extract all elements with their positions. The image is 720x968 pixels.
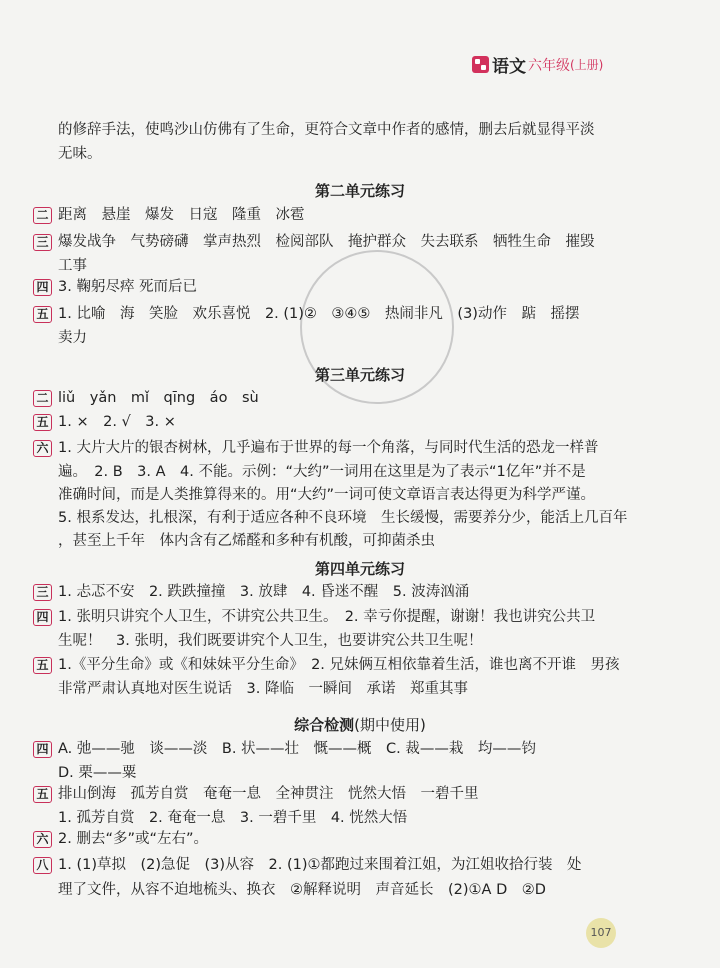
midterm-badge-8: 八	[33, 857, 52, 874]
unit4-title: 第四单元练习	[314, 560, 405, 578]
unit3-badge-5: 五	[33, 414, 52, 431]
unit4-answer-5-line-2: 非常严肃认真地对医生说话 3. 降临 一瞬间 承诺 郑重其事	[58, 681, 468, 697]
unit2-answer-3-line-2: 工事	[58, 258, 87, 274]
unit2-badge-4: 四	[33, 279, 52, 296]
midterm-answer-5-line-1: 排山倒海 孤芳自赏 奄奄一息 全神贯注 恍然大悟 一碧千里	[58, 786, 479, 802]
midterm-answer-4-line-1: A. 弛——驰 谈——淡 B. 状——壮 慨——概 C. 裁——栽 均——钧	[58, 741, 536, 757]
unit3-badge-2: 二	[33, 390, 52, 407]
unit4-answer-4-line-2: 生呢！ 3. 张明，我们既要讲究个人卫生，也要讲究公共卫生呢！	[58, 633, 483, 649]
unit3-answer-6-line-3: 准确时间，而是人类推算得来的。用“大约”一词可使文章语言表达得更为科学严谨。	[58, 487, 596, 503]
midterm-badge-6: 六	[33, 831, 52, 848]
unit3-answer-6-line-5: ，甚至上千年 体内含有乙烯醛和多种有机酸，可抑菌杀虫	[58, 533, 435, 549]
unit2-answer-2: 距离 悬崖 爆发 日寇 隆重 冰雹	[58, 207, 305, 223]
unit4-badge-3: 三	[33, 584, 52, 601]
unit4-badge-5: 五	[33, 657, 52, 674]
unit4-badge-4: 四	[33, 609, 52, 626]
midterm-answer-4-line-2: D. 栗——粟	[58, 765, 137, 781]
unit3-answer-2: liǔ yǎn mǐ qīng áo sù	[58, 390, 259, 406]
midterm-answer-8-line-2: 理了文件，从容不迫地梳头、换衣 ②解释说明 声音延长 (2)①A D ②D	[58, 882, 546, 898]
midterm-title	[0, 714, 720, 735]
unit2-title: 第二单元练习	[314, 182, 405, 200]
unit2-answer-5-line-1: 1. 比喻 海 笑脸 欢乐喜悦 2. (1)② ③④⑤ 热闹非凡 (3)动作 踮 摇摆	[58, 306, 580, 322]
header-grade: 六年级	[528, 57, 570, 74]
midterm-answer-5-line-2: 1. 孤芳自赏 2. 奄奄一息 3. 一碧千里 4. 恍然大悟	[58, 810, 408, 826]
midterm-badge-4: 四	[33, 741, 52, 758]
unit3-answer-5: 1. × 2. √ 3. ×	[58, 414, 176, 430]
unit3-badge-6: 六	[33, 440, 52, 457]
unit2-badge-3: 三	[33, 234, 52, 251]
midterm-title-paren: (期中使用)	[354, 716, 426, 734]
intro-line-1: 的修辞手法，使鸣沙山仿佛有了生命，更符合文章中作者的感情，删去后就显得平淡	[58, 122, 595, 138]
page-header	[472, 52, 603, 77]
header-term: (上册)	[570, 58, 604, 72]
unit2-badge-2: 二	[33, 207, 52, 224]
unit3-title: 第三单元练习	[314, 366, 405, 384]
unit2-answer-3-line-1: 爆发战争 气势磅礴 掌声热烈 检阅部队 掩护群众 失去联系 牺牲生命 摧毁	[58, 234, 595, 250]
unit2-answer-5-line-2: 卖力	[58, 330, 87, 346]
unit2-badge-5: 五	[33, 306, 52, 323]
header-subject: 语文	[492, 57, 526, 77]
midterm-badge-5: 五	[33, 786, 52, 803]
book-logo-icon	[472, 56, 489, 73]
unit4-answer-4-line-1: 1. 张明只讲究个人卫生，不讲究公共卫生。 2. 幸亏你提醒，谢谢！我也讲究公共卫	[58, 609, 596, 625]
unit4-answer-5-line-1: 1.《平分生命》或《和妹妹平分生命》 2. 兄妹俩互相依靠着生活，谁也离不开谁 男孩	[58, 657, 620, 673]
unit3-answer-6-line-1: 1. 大片大片的银杏树林，几乎遍布于世界的每一个角落，与同时代生活的恐龙一样普	[58, 440, 599, 456]
intro-line-2: 无味。	[58, 146, 102, 162]
unit3-answer-6-line-2: 遍。 2. B 3. A 4. 不能。示例：“大约”一词用在这里是为了表示“1亿年”并不是	[58, 464, 586, 480]
midterm-title-main: 综合检测	[294, 716, 355, 734]
unit2-answer-4: 3. 鞠躬尽瘁 死而后已	[58, 279, 198, 295]
page-number: 107	[586, 918, 616, 948]
midterm-answer-6: 2. 删去“多”或“左右”。	[58, 831, 208, 847]
unit4-answer-3: 1. 忐忑不安 2. 跌跌撞撞 3. 放肆 4. 昏迷不醒 5. 波涛汹涌	[58, 584, 470, 600]
midterm-answer-8-line-1: 1. (1)草拟 (2)急促 (3)从容 2. (1)①都跑过来围着江姐，为江姐收拾行装 处	[58, 857, 582, 873]
unit3-answer-6-line-4: 5. 根系发达，扎根深，有利于适应各种不良环境 生长缓慢，需要养分少，能活上几百年	[58, 510, 628, 526]
